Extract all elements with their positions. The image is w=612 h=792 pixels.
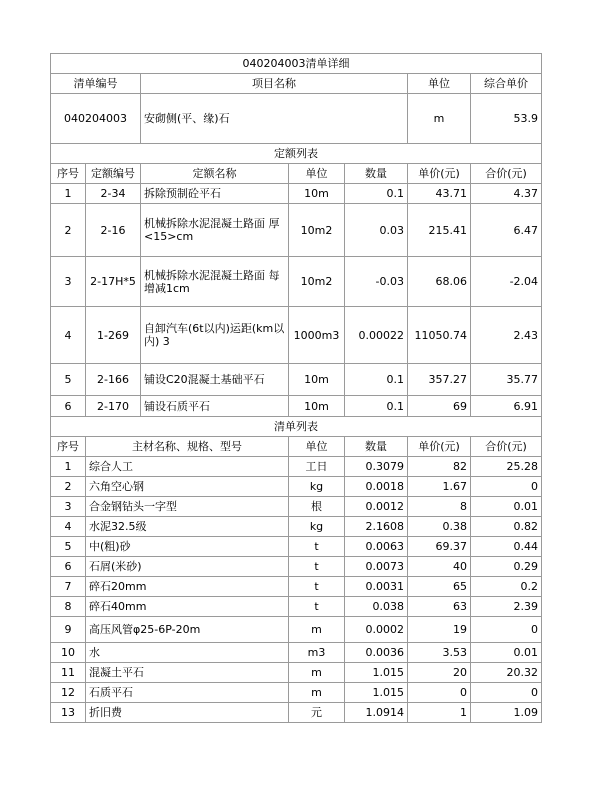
quota-total: 6.47: [471, 204, 542, 257]
quota-no: 1: [51, 184, 86, 204]
column-header: 序号: [51, 437, 86, 457]
quota-price: 43.71: [408, 184, 471, 204]
quota-unit: 10m: [289, 364, 345, 396]
material-price: 69.37: [408, 537, 471, 557]
column-header: 单价(元): [408, 164, 471, 184]
material-qty: 0.0031: [345, 577, 408, 597]
column-header: 合价(元): [471, 164, 542, 184]
materials-header-row: [51, 437, 542, 457]
material-total: 20.32: [471, 663, 542, 683]
column-header: 序号: [51, 164, 86, 184]
quota-row: [51, 184, 542, 204]
quota-no: 6: [51, 396, 86, 417]
material-no: 12: [51, 683, 86, 703]
material-unit: t: [289, 577, 345, 597]
quota-section-title: 定额列表: [51, 144, 542, 164]
quota-name: 机械拆除水泥混凝土路面 每增减1cm: [141, 257, 289, 307]
material-total: 0.01: [471, 643, 542, 663]
material-price: 65: [408, 577, 471, 597]
material-price: 19: [408, 617, 471, 643]
unit-price-label: 综合单价: [471, 74, 542, 94]
quota-qty: 0.00022: [345, 307, 408, 364]
material-row: [51, 557, 542, 577]
material-price: 20: [408, 663, 471, 683]
quota-header-row: [51, 164, 542, 184]
bill-detail-table: [50, 53, 542, 723]
quota-total: 4.37: [471, 184, 542, 204]
material-total: 2.39: [471, 597, 542, 617]
material-unit: m: [289, 683, 345, 703]
quota-qty: 0.03: [345, 204, 408, 257]
material-row: [51, 457, 542, 477]
material-price: 8: [408, 497, 471, 517]
material-qty: 1.015: [345, 683, 408, 703]
quota-total: 2.43: [471, 307, 542, 364]
column-header: 数量: [345, 164, 408, 184]
material-unit: kg: [289, 517, 345, 537]
material-total: 0: [471, 477, 542, 497]
quota-name: 机械拆除水泥混凝土路面 厚<15>cm: [141, 204, 289, 257]
material-name: 高压风管φ25-6P-20m: [86, 617, 289, 643]
material-qty: 1.0914: [345, 703, 408, 723]
quota-code: 2-16: [86, 204, 141, 257]
quota-row: [51, 257, 542, 307]
quota-name: 自卸汽车(6t以内)运距(km以内) 3: [141, 307, 289, 364]
quota-price: 215.41: [408, 204, 471, 257]
material-total: 0.29: [471, 557, 542, 577]
material-qty: 0.0063: [345, 537, 408, 557]
material-row: [51, 537, 542, 557]
material-name: 碎石40mm: [86, 597, 289, 617]
material-row: [51, 477, 542, 497]
unit-label: 单位: [408, 74, 471, 94]
header-value-row: [51, 94, 542, 144]
quota-unit: 10m: [289, 396, 345, 417]
quota-unit: 10m2: [289, 204, 345, 257]
material-name: 折旧费: [86, 703, 289, 723]
material-qty: 1.015: [345, 663, 408, 683]
quota-total: 35.77: [471, 364, 542, 396]
quota-total: -2.04: [471, 257, 542, 307]
material-unit: t: [289, 537, 345, 557]
material-no: 7: [51, 577, 86, 597]
quota-row: [51, 364, 542, 396]
material-no: 2: [51, 477, 86, 497]
item-name-label: 项目名称: [141, 74, 408, 94]
material-qty: 2.1608: [345, 517, 408, 537]
material-unit: m3: [289, 643, 345, 663]
bill-unit-price: 53.9: [471, 94, 542, 144]
material-no: 4: [51, 517, 86, 537]
material-row: [51, 643, 542, 663]
quota-row: [51, 307, 542, 364]
quota-name: 拆除预制砼平石: [141, 184, 289, 204]
material-price: 40: [408, 557, 471, 577]
quota-unit: 10m2: [289, 257, 345, 307]
item-name: 安砌侧(平、缘)石: [141, 94, 408, 144]
quota-price: 69: [408, 396, 471, 417]
material-unit: t: [289, 597, 345, 617]
material-no: 6: [51, 557, 86, 577]
quota-unit: 1000m3: [289, 307, 345, 364]
material-name: 中(粗)砂: [86, 537, 289, 557]
material-row: [51, 517, 542, 537]
materials-section-row: [51, 417, 542, 437]
material-row: [51, 617, 542, 643]
material-no: 1: [51, 457, 86, 477]
bill-unit: m: [408, 94, 471, 144]
quota-no: 3: [51, 257, 86, 307]
material-name: 混凝土平石: [86, 663, 289, 683]
material-price: 0.38: [408, 517, 471, 537]
material-name: 合金钢钻头一字型: [86, 497, 289, 517]
quota-price: 11050.74: [408, 307, 471, 364]
material-total: 1.09: [471, 703, 542, 723]
material-total: 0.01: [471, 497, 542, 517]
material-no: 8: [51, 597, 86, 617]
material-unit: 元: [289, 703, 345, 723]
quota-qty: 0.1: [345, 184, 408, 204]
material-no: 3: [51, 497, 86, 517]
quota-no: 2: [51, 204, 86, 257]
material-unit: 工日: [289, 457, 345, 477]
material-total: 25.28: [471, 457, 542, 477]
material-name: 综合人工: [86, 457, 289, 477]
material-price: 1: [408, 703, 471, 723]
material-row: [51, 703, 542, 723]
title-row: [51, 54, 542, 74]
material-qty: 0.0018: [345, 477, 408, 497]
material-total: 0.44: [471, 537, 542, 557]
material-row: [51, 683, 542, 703]
quota-total: 6.91: [471, 396, 542, 417]
material-unit: t: [289, 557, 345, 577]
material-qty: 0.0012: [345, 497, 408, 517]
quota-price: 357.27: [408, 364, 471, 396]
material-no: 10: [51, 643, 86, 663]
column-header: 单价(元): [408, 437, 471, 457]
column-header: 单位: [289, 164, 345, 184]
material-name: 石屑(米砂): [86, 557, 289, 577]
quota-qty: -0.03: [345, 257, 408, 307]
material-price: 3.53: [408, 643, 471, 663]
material-unit: 根: [289, 497, 345, 517]
material-name: 水泥32.5级: [86, 517, 289, 537]
material-row: [51, 497, 542, 517]
bill-code: 040204003: [51, 94, 141, 144]
materials-section-title: 清单列表: [51, 417, 542, 437]
material-row: [51, 597, 542, 617]
material-name: 水: [86, 643, 289, 663]
quota-name: 铺设C20混凝土基础平石: [141, 364, 289, 396]
column-header: 定额名称: [141, 164, 289, 184]
quota-no: 4: [51, 307, 86, 364]
quota-name: 铺设石质平石: [141, 396, 289, 417]
material-price: 82: [408, 457, 471, 477]
material-no: 13: [51, 703, 86, 723]
quota-qty: 0.1: [345, 396, 408, 417]
material-name: 石质平石: [86, 683, 289, 703]
column-header: 主材名称、规格、型号: [86, 437, 289, 457]
material-no: 11: [51, 663, 86, 683]
material-unit: kg: [289, 477, 345, 497]
material-unit: m: [289, 663, 345, 683]
quota-code: 1-269: [86, 307, 141, 364]
material-row: [51, 663, 542, 683]
quota-code: 2-166: [86, 364, 141, 396]
column-header: 数量: [345, 437, 408, 457]
quota-row: [51, 396, 542, 417]
material-qty: 0.0002: [345, 617, 408, 643]
column-header: 单位: [289, 437, 345, 457]
material-price: 1.67: [408, 477, 471, 497]
bill-code-label: 清单编号: [51, 74, 141, 94]
quota-code: 2-170: [86, 396, 141, 417]
quota-code: 2-34: [86, 184, 141, 204]
material-qty: 0.0073: [345, 557, 408, 577]
material-price: 63: [408, 597, 471, 617]
quota-qty: 0.1: [345, 364, 408, 396]
column-header: 定额编号: [86, 164, 141, 184]
quota-unit: 10m: [289, 184, 345, 204]
material-total: 0: [471, 617, 542, 643]
material-total: 0.2: [471, 577, 542, 597]
material-name: 六角空心钢: [86, 477, 289, 497]
header-label-row: [51, 74, 542, 94]
material-price: 0: [408, 683, 471, 703]
quota-code: 2-17H*5: [86, 257, 141, 307]
material-no: 5: [51, 537, 86, 557]
material-name: 碎石20mm: [86, 577, 289, 597]
material-total: 0: [471, 683, 542, 703]
quota-section-row: [51, 144, 542, 164]
material-row: [51, 577, 542, 597]
quota-no: 5: [51, 364, 86, 396]
column-header: 合价(元): [471, 437, 542, 457]
quota-price: 68.06: [408, 257, 471, 307]
material-qty: 0.038: [345, 597, 408, 617]
quota-row: [51, 204, 542, 257]
material-qty: 0.3079: [345, 457, 408, 477]
material-no: 9: [51, 617, 86, 643]
material-qty: 0.0036: [345, 643, 408, 663]
material-total: 0.82: [471, 517, 542, 537]
table-title: 040204003清单详细: [51, 54, 542, 74]
material-unit: m: [289, 617, 345, 643]
